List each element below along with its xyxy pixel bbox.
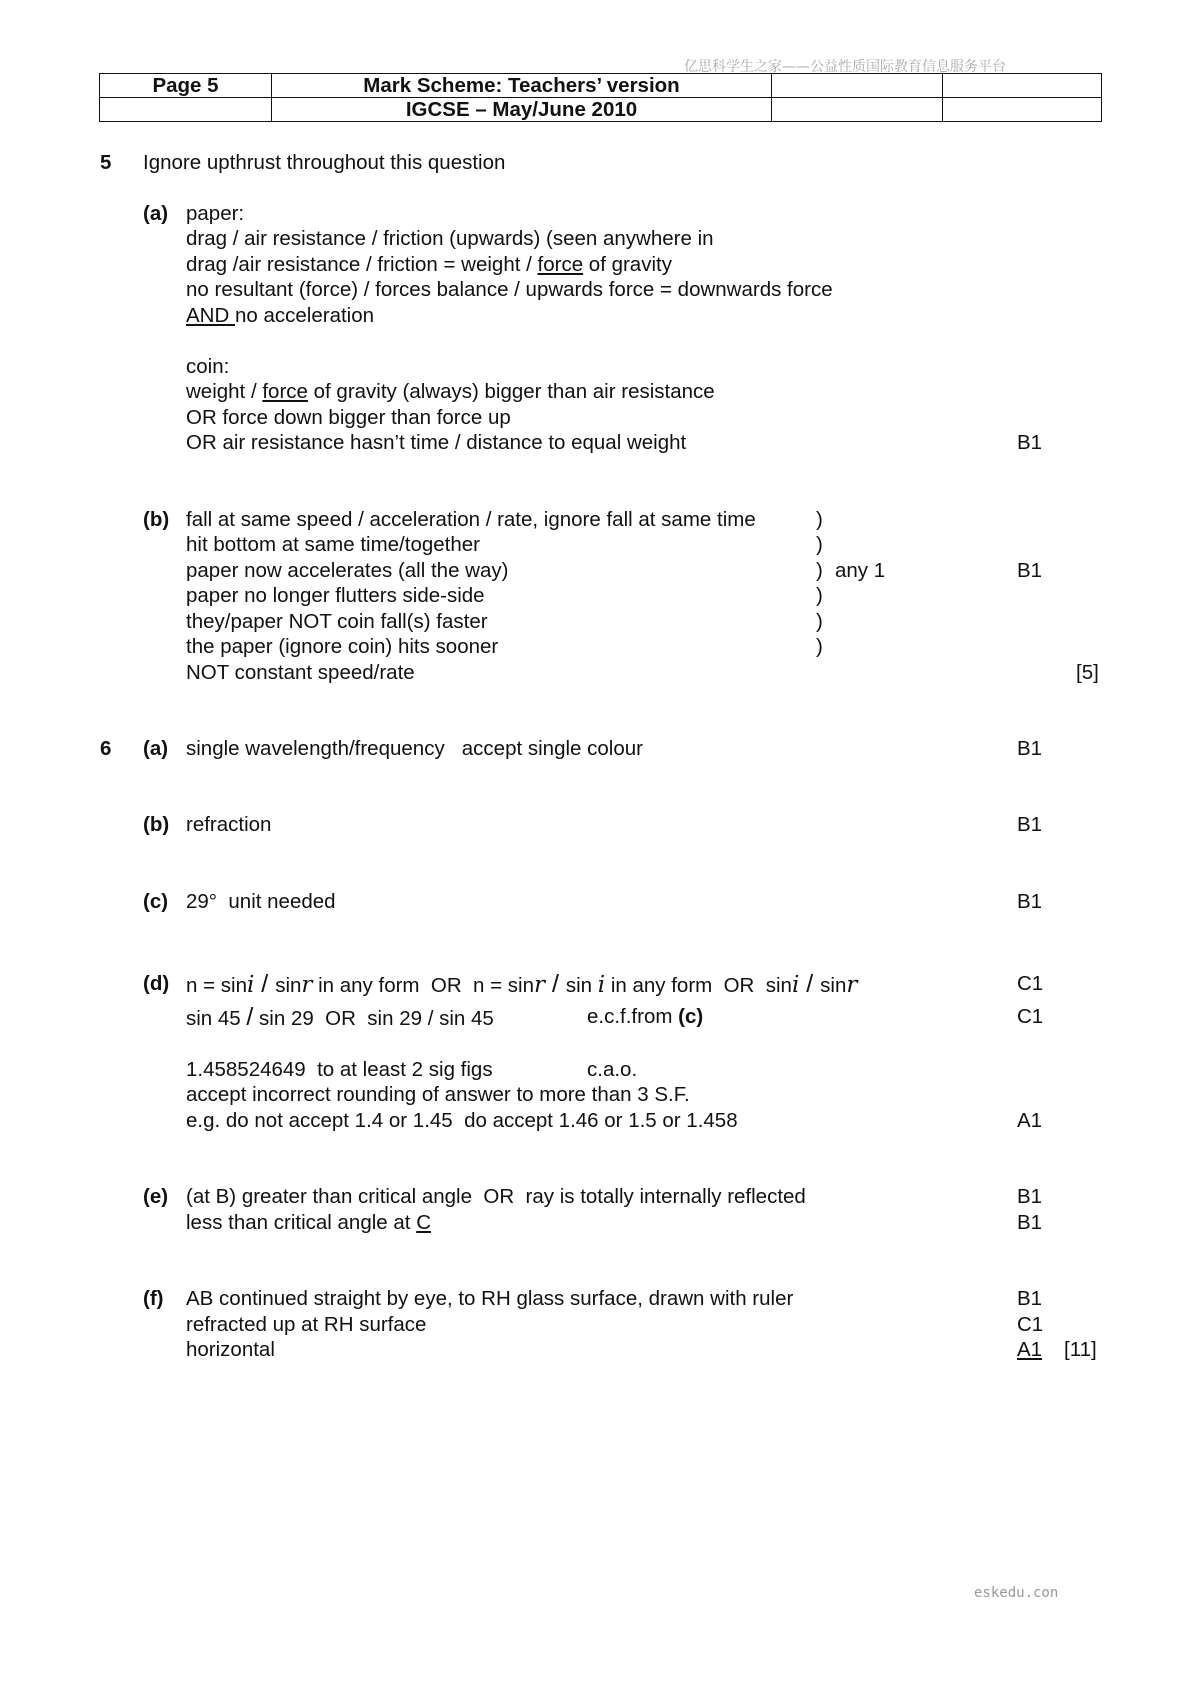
q6e-line1: (at B) greater than critical angle OR ray is totally internally reflected [186,1185,806,1208]
q5b-bracket: ) [816,559,823,582]
q5a-coin-heading: coin: [186,355,230,378]
header-page: Page 5 [100,74,272,98]
q6e-mark: B1 [1017,1185,1043,1208]
q6d-line2: sin 45 / sin 29 OR sin 29 / sin 45 [186,1003,494,1031]
header-empty-cell [772,74,943,98]
q5-total: [5] [1076,661,1099,684]
q6d-ecf: e.c.f.from (c) [587,1005,704,1028]
q6f-mark: A1 [1017,1338,1043,1361]
q6d-cao: c.a.o. [587,1058,638,1081]
watermark: 亿思科学生之家——公益性质国际教育信息服务平台 [684,59,1006,75]
q5b-mark: B1 [1017,559,1043,582]
header-empty-cell [943,74,1102,98]
q5b-line: fall at same speed / acceleration / rate, ignore fall at same time [186,508,756,531]
q5a-label: (a) [143,202,169,225]
q5b-bracket: ) [816,584,823,607]
header-empty-cell [772,98,943,122]
q6f-line3: horizontal [186,1338,275,1361]
q5b-line: they/paper NOT coin fall(s) faster [186,610,488,633]
q5a-paper-line: drag /air resistance / friction = weight / force of gravity [186,253,672,276]
q5a-mark: B1 [1017,431,1043,454]
q5b-line: paper now accelerates (all the way) [186,559,509,582]
q6a-mark: B1 [1017,737,1043,760]
q5b-label: (b) [143,508,170,531]
q6d-line5: e.g. do not accept 1.4 or 1.45 do accept 1.46 or 1.5 or 1.458 [186,1109,738,1132]
header-title: Mark Scheme: Teachers’ version [272,74,772,98]
q5a-paper-line: no resultant (force) / forces balance / upwards force = downwards force [186,278,833,301]
header-exam: IGCSE – May/June 2010 [272,98,772,122]
q6d-mark: C1 [1017,1005,1044,1028]
question-5-number: 5 [100,151,112,174]
q6d-mark: A1 [1017,1109,1043,1132]
q6c-text: 29° unit needed [186,890,336,913]
q6d-line3: 1.458524649 to at least 2 sig figs [186,1058,493,1081]
question-5-intro: Ignore upthrust throughout this question [143,151,506,174]
q5b-bracket: ) [816,610,823,633]
q5b-line: hit bottom at same time/together [186,533,480,556]
q5a-coin-line: weight / force of gravity (always) bigger than air resistance [186,380,715,403]
q6b-label: (b) [143,813,170,836]
q6b-text: refraction [186,813,272,836]
q5b-bracket: ) [816,508,823,531]
q6d-mark: C1 [1017,972,1044,995]
question-6-number: 6 [100,737,112,760]
q6f-line2: refracted up at RH surface [186,1313,427,1336]
q5b-line: paper no longer flutters side-side [186,584,485,607]
header-empty-cell [100,98,272,122]
q6d-line4: accept incorrect rounding of answer to more than 3 S.F. [186,1083,690,1106]
q6a-text: single wavelength/frequency accept single colour [186,737,643,760]
header-empty-cell [943,98,1102,122]
q6e-mark: B1 [1017,1211,1043,1234]
q6d-label: (d) [143,972,170,995]
q5a-coin-line: OR air resistance hasn’t time / distance to equal weight [186,431,687,454]
q5b-bracket: ) [816,533,823,556]
q5a-coin-line: OR force down bigger than force up [186,406,511,429]
q5b-line: NOT constant speed/rate [186,661,415,684]
q6-total: [11] [1064,1338,1097,1361]
q5a-paper-line: AND no acceleration [186,304,375,327]
header-table [99,73,1102,122]
q6f-mark: B1 [1017,1287,1043,1310]
q6e-line2: less than critical angle at C [186,1211,431,1234]
q6a-label: (a) [143,737,169,760]
footer-site: eskedu.con [974,1585,1059,1601]
q5a-paper-heading: paper: [186,202,245,225]
q6f-label: (f) [143,1287,164,1310]
q5a-paper-line: drag / air resistance / friction (upwards) (seen anywhere in [186,227,714,250]
q6c-mark: B1 [1017,890,1043,913]
q6d-line1: n = sini / sinr in any form OR n = sinr / sin i in any form OR sini / sinr [186,970,858,998]
q6c-label: (c) [143,890,169,913]
q5b-bracket: ) [816,635,823,658]
q6e-label: (e) [143,1185,169,1208]
q6f-line1: AB continued straight by eye, to RH glass surface, drawn with ruler [186,1287,794,1310]
q6b-mark: B1 [1017,813,1043,836]
q5b-line: the paper (ignore coin) hits sooner [186,635,499,658]
q6f-mark: C1 [1017,1313,1044,1336]
q5b-any: any 1 [835,559,886,582]
